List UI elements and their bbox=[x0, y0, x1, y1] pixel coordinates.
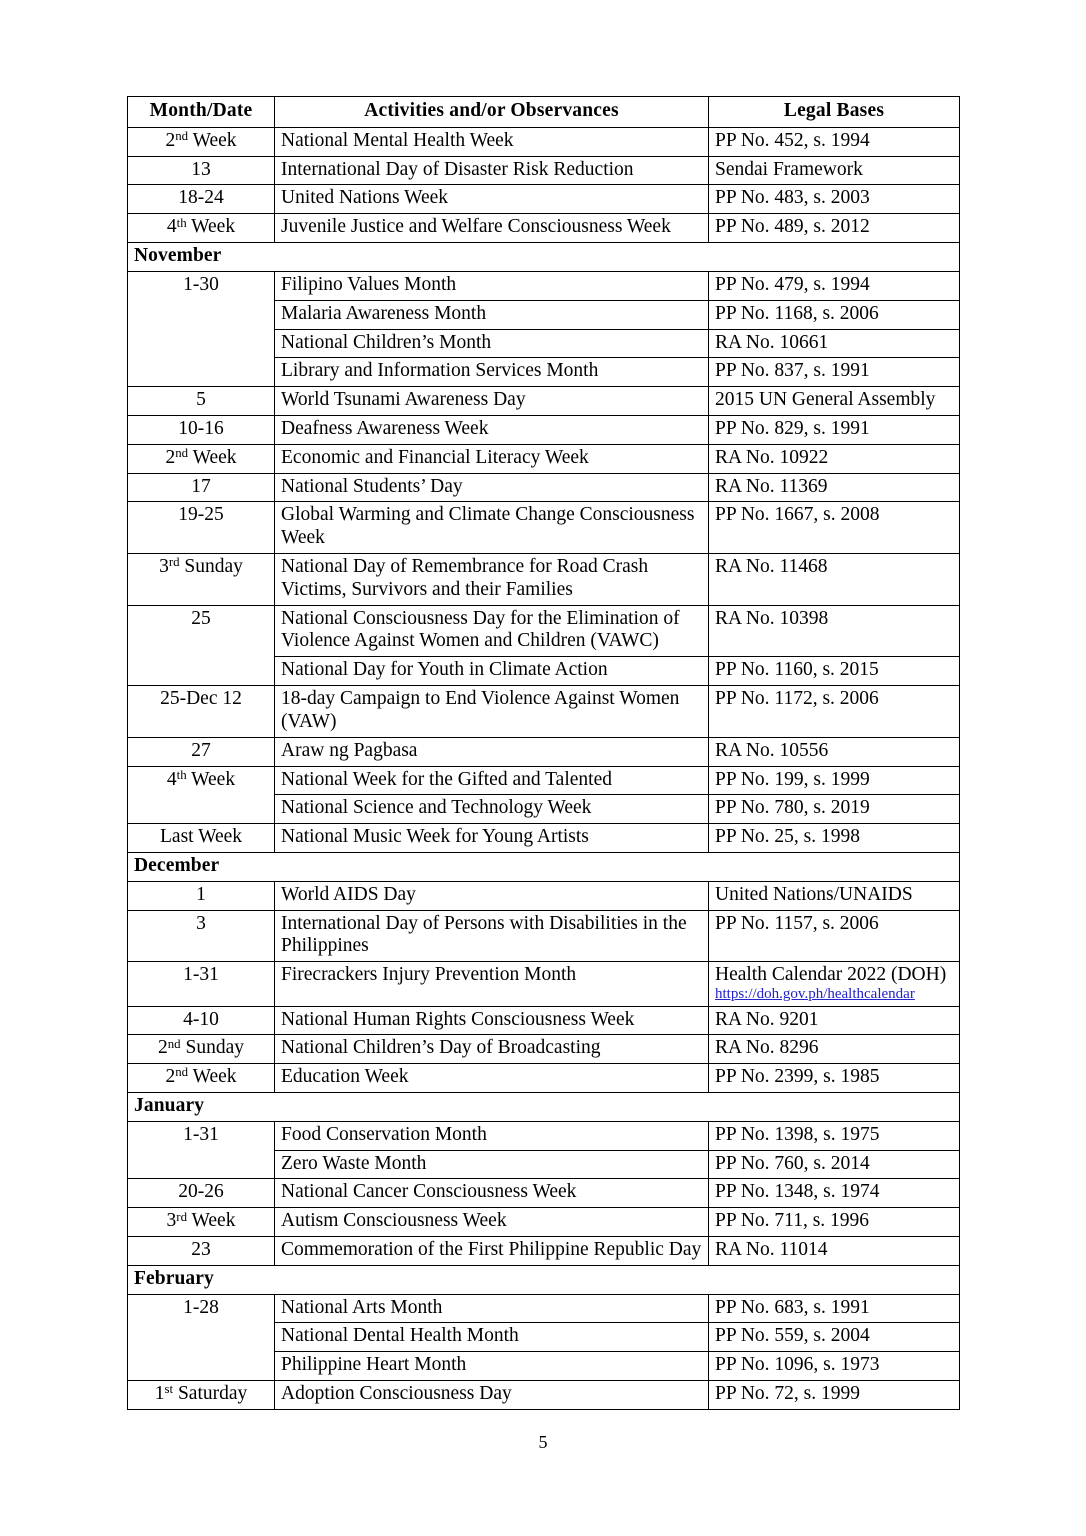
cell-legal-basis: PP No. 25, s. 1998 bbox=[709, 824, 960, 853]
cell-activity: Malaria Awareness Month bbox=[275, 300, 709, 329]
cell-activity: National Consciousness Day for the Elimination of Violence Against Women and Children (VAWC) bbox=[275, 605, 709, 657]
table-body bbox=[128, 127, 960, 1409]
cell-activity: World AIDS Day bbox=[275, 881, 709, 910]
ordinal-suffix: nd bbox=[175, 446, 189, 461]
table-row bbox=[128, 686, 960, 738]
cell-legal-basis: PP No. 559, s. 2004 bbox=[709, 1323, 960, 1352]
table-row bbox=[128, 473, 960, 502]
cell-legal-basis: PP No. 2399, s. 1985 bbox=[709, 1064, 960, 1093]
cell-activity: United Nations Week bbox=[275, 185, 709, 214]
table-row bbox=[128, 444, 960, 473]
table-row bbox=[128, 502, 960, 554]
cell-month-date: 4th Week bbox=[128, 214, 275, 243]
cell-activity: National Mental Health Week bbox=[275, 127, 709, 156]
cell-month-date: 1 bbox=[128, 881, 275, 910]
table-row bbox=[128, 766, 960, 795]
cell-activity: National Dental Health Month bbox=[275, 1323, 709, 1352]
ordinal-suffix: nd bbox=[175, 1065, 189, 1080]
table-row bbox=[128, 1237, 960, 1266]
cell-month-date: 1-28 bbox=[128, 1294, 275, 1380]
table-row bbox=[128, 387, 960, 416]
cell-activity: National Cancer Consciousness Week bbox=[275, 1179, 709, 1208]
table-header-row bbox=[128, 97, 960, 128]
cell-legal-basis: RA No. 11468 bbox=[709, 554, 960, 606]
cell-month-date: 2nd Sunday bbox=[128, 1035, 275, 1064]
table-row bbox=[128, 214, 960, 243]
cell-month-date: 17 bbox=[128, 473, 275, 502]
table-row bbox=[128, 605, 960, 657]
table-row bbox=[128, 881, 960, 910]
cell-legal-basis: RA No. 10556 bbox=[709, 737, 960, 766]
table-row bbox=[128, 1121, 960, 1150]
cell-legal-basis: PP No. 489, s. 2012 bbox=[709, 214, 960, 243]
table-row bbox=[128, 1208, 960, 1237]
cell-legal-basis: PP No. 711, s. 1996 bbox=[709, 1208, 960, 1237]
table-row bbox=[128, 1294, 960, 1323]
cell-month-date: 10-16 bbox=[128, 415, 275, 444]
table-row bbox=[128, 962, 960, 1006]
cell-activity: National Music Week for Young Artists bbox=[275, 824, 709, 853]
month-label: February bbox=[128, 1265, 960, 1294]
cell-legal-basis: RA No. 9201 bbox=[709, 1006, 960, 1035]
table-row bbox=[128, 271, 960, 300]
ordinal-suffix: rd bbox=[176, 1209, 188, 1224]
cell-legal-basis: PP No. 1157, s. 2006 bbox=[709, 910, 960, 962]
ordinal-suffix: st bbox=[164, 1382, 174, 1397]
cell-legal-basis: 2015 UN General Assembly bbox=[709, 387, 960, 416]
cell-legal-basis: PP No. 837, s. 1991 bbox=[709, 358, 960, 387]
table-row bbox=[128, 1035, 960, 1064]
column-header-legal-bases: Legal Bases bbox=[709, 97, 960, 128]
cell-legal-basis: United Nations/UNAIDS bbox=[709, 881, 960, 910]
ordinal-suffix: th bbox=[176, 215, 187, 230]
cell-legal-basis: RA No. 11014 bbox=[709, 1237, 960, 1266]
cell-month-date: 2nd Week bbox=[128, 1064, 275, 1093]
cell-activity: National Children’s Day of Broadcasting bbox=[275, 1035, 709, 1064]
table-row bbox=[128, 1006, 960, 1035]
cell-month-date: 25-Dec 12 bbox=[128, 686, 275, 738]
cell-activity: National Week for the Gifted and Talented bbox=[275, 766, 709, 795]
cell-activity: National Students’ Day bbox=[275, 473, 709, 502]
cell-legal-basis: RA No. 8296 bbox=[709, 1035, 960, 1064]
table-row bbox=[128, 737, 960, 766]
cell-activity: Philippine Heart Month bbox=[275, 1352, 709, 1381]
cell-month-date: 4-10 bbox=[128, 1006, 275, 1035]
month-header-row bbox=[128, 243, 960, 272]
cell-month-date: 25 bbox=[128, 605, 275, 685]
cell-activity: International Day of Disaster Risk Reduction bbox=[275, 156, 709, 185]
observances-table bbox=[127, 96, 960, 1410]
cell-month-date: 13 bbox=[128, 156, 275, 185]
cell-month-date: 1-31 bbox=[128, 1121, 275, 1179]
cell-legal-basis: PP No. 452, s. 1994 bbox=[709, 127, 960, 156]
cell-legal-basis: PP No. 1160, s. 2015 bbox=[709, 657, 960, 686]
month-header-row bbox=[128, 852, 960, 881]
cell-legal-basis: PP No. 1348, s. 1974 bbox=[709, 1179, 960, 1208]
cell-legal-basis: PP No. 780, s. 2019 bbox=[709, 795, 960, 824]
cell-month-date: 19-25 bbox=[128, 502, 275, 554]
cell-month-date: 1st Saturday bbox=[128, 1381, 275, 1410]
month-label: December bbox=[128, 852, 960, 881]
table-header bbox=[128, 97, 960, 128]
page-number: 5 bbox=[538, 1432, 548, 1452]
cell-legal-basis: RA No. 10661 bbox=[709, 329, 960, 358]
cell-legal-basis: PP No. 1168, s. 2006 bbox=[709, 300, 960, 329]
ordinal-suffix: th bbox=[176, 767, 187, 782]
cell-legal-basis: PP No. 1398, s. 1975 bbox=[709, 1121, 960, 1150]
cell-month-date: 1-30 bbox=[128, 271, 275, 386]
cell-activity: Filipino Values Month bbox=[275, 271, 709, 300]
cell-activity: Araw ng Pagbasa bbox=[275, 737, 709, 766]
cell-activity: National Science and Technology Week bbox=[275, 795, 709, 824]
cell-activity: 18-day Campaign to End Violence Against Women (VAW) bbox=[275, 686, 709, 738]
cell-month-date: 4th Week bbox=[128, 766, 275, 824]
month-label: November bbox=[128, 243, 960, 272]
ordinal-suffix: nd bbox=[175, 129, 189, 144]
cell-activity: Library and Information Services Month bbox=[275, 358, 709, 387]
cell-activity: Firecrackers Injury Prevention Month bbox=[275, 962, 709, 1006]
cell-legal-basis: RA No. 10922 bbox=[709, 444, 960, 473]
cell-activity: Autism Consciousness Week bbox=[275, 1208, 709, 1237]
table-row bbox=[128, 1179, 960, 1208]
cell-activity: Adoption Consciousness Day bbox=[275, 1381, 709, 1410]
cell-activity: Deafness Awareness Week bbox=[275, 415, 709, 444]
cell-activity: World Tsunami Awareness Day bbox=[275, 387, 709, 416]
cell-activity: Juvenile Justice and Welfare Consciousness Week bbox=[275, 214, 709, 243]
cell-activity: Food Conservation Month bbox=[275, 1121, 709, 1150]
cell-month-date: 3rd Week bbox=[128, 1208, 275, 1237]
cell-legal-basis: RA No. 10398 bbox=[709, 605, 960, 657]
table-row bbox=[128, 910, 960, 962]
cell-activity: National Children’s Month bbox=[275, 329, 709, 358]
table-row bbox=[128, 1064, 960, 1093]
table-row bbox=[128, 1381, 960, 1410]
cell-month-date: 5 bbox=[128, 387, 275, 416]
column-header-activities: Activities and/or Observances bbox=[275, 97, 709, 128]
cell-activity: International Day of Persons with Disabilities in the Philippines bbox=[275, 910, 709, 962]
cell-activity: Education Week bbox=[275, 1064, 709, 1093]
table-row bbox=[128, 185, 960, 214]
cell-month-date: 1-31 bbox=[128, 962, 275, 1006]
cell-month-date: 20-26 bbox=[128, 1179, 275, 1208]
cell-activity: Economic and Financial Literacy Week bbox=[275, 444, 709, 473]
column-header-month-date: Month/Date bbox=[128, 97, 275, 128]
cell-legal-basis: PP No. 1667, s. 2008 bbox=[709, 502, 960, 554]
cell-month-date: Last Week bbox=[128, 824, 275, 853]
cell-month-date: 18-24 bbox=[128, 185, 275, 214]
month-label: January bbox=[128, 1092, 960, 1121]
cell-month-date: 2nd Week bbox=[128, 444, 275, 473]
month-header-row bbox=[128, 1092, 960, 1121]
legal-basis-link[interactable]: https://doh.gov.ph/healthcalendar bbox=[715, 986, 915, 1002]
table-row bbox=[128, 824, 960, 853]
cell-legal-basis: PP No. 479, s. 1994 bbox=[709, 271, 960, 300]
cell-legal-basis: PP No. 72, s. 1999 bbox=[709, 1381, 960, 1410]
table-row bbox=[128, 415, 960, 444]
cell-activity: National Day for Youth in Climate Action bbox=[275, 657, 709, 686]
cell-activity: Zero Waste Month bbox=[275, 1150, 709, 1179]
cell-activity: National Day of Remembrance for Road Crash Victims, Survivors and their Families bbox=[275, 554, 709, 606]
table-row bbox=[128, 554, 960, 606]
cell-month-date: 3 bbox=[128, 910, 275, 962]
cell-month-date: 23 bbox=[128, 1237, 275, 1266]
cell-legal-basis: PP No. 760, s. 2014 bbox=[709, 1150, 960, 1179]
cell-legal-basis: PP No. 1096, s. 1973 bbox=[709, 1352, 960, 1381]
cell-month-date: 2nd Week bbox=[128, 127, 275, 156]
ordinal-suffix: nd bbox=[167, 1036, 181, 1051]
cell-activity: Global Warming and Climate Change Consciousness Week bbox=[275, 502, 709, 554]
ordinal-suffix: rd bbox=[168, 555, 180, 570]
month-header-row bbox=[128, 1265, 960, 1294]
cell-legal-basis: Health Calendar 2022 (DOH) https://doh.gov.ph/healthcalendar bbox=[709, 962, 960, 1006]
cell-legal-basis: PP No. 483, s. 2003 bbox=[709, 185, 960, 214]
cell-legal-basis: Sendai Framework bbox=[709, 156, 960, 185]
cell-month-date: 3rd Sunday bbox=[128, 554, 275, 606]
cell-legal-basis: PP No. 199, s. 1999 bbox=[709, 766, 960, 795]
cell-legal-basis: RA No. 11369 bbox=[709, 473, 960, 502]
cell-activity: National Arts Month bbox=[275, 1294, 709, 1323]
cell-month-date: 27 bbox=[128, 737, 275, 766]
cell-activity: National Human Rights Consciousness Week bbox=[275, 1006, 709, 1035]
cell-legal-basis: PP No. 683, s. 1991 bbox=[709, 1294, 960, 1323]
cell-activity: Commemoration of the First Philippine Republic Day bbox=[275, 1237, 709, 1266]
cell-legal-basis: PP No. 829, s. 1991 bbox=[709, 415, 960, 444]
table-row bbox=[128, 156, 960, 185]
table-row bbox=[128, 127, 960, 156]
cell-legal-basis: PP No. 1172, s. 2006 bbox=[709, 686, 960, 738]
